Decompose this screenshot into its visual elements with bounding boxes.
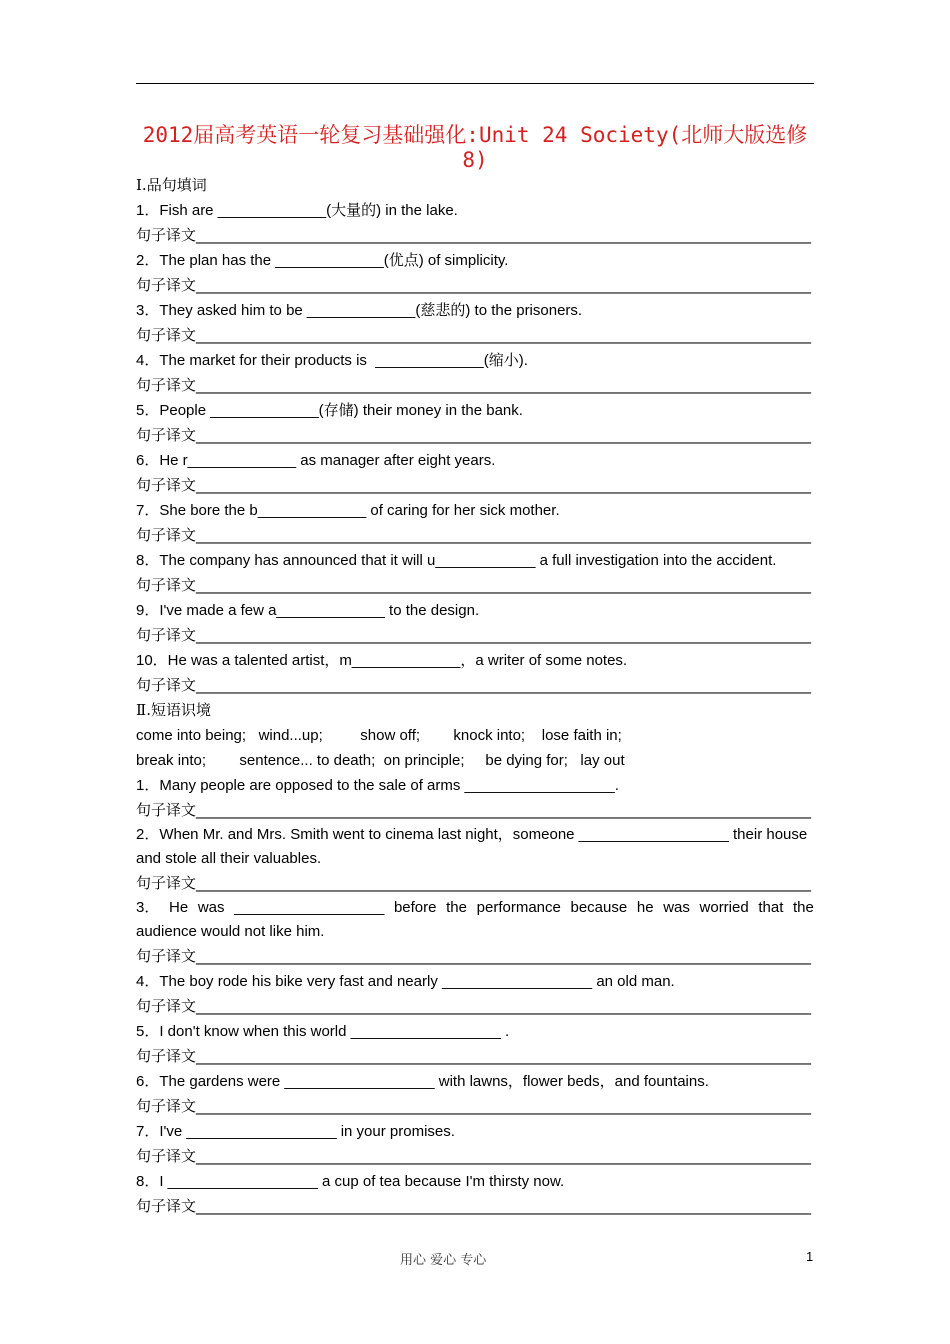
word: the [793,899,814,916]
answer-blank: __________________ [234,899,385,916]
word: performance [476,899,561,916]
translation-line: 句子译文__________________________________________________________________________________ [136,874,812,892]
exercise-item: 6．The gardens were __________________ with lawns，flower beds，and fountains. [136,1073,709,1090]
word: was [663,899,690,916]
word: that [758,899,784,916]
translation-line: 句子译文__________________________________________________________________________________ [136,326,812,344]
phrase-bank-line: come into being; wind...up; show off; knock into; lose faith in; [136,727,622,744]
exercise-item: 8．I __________________ a cup of tea because I'm thirsty now. [136,1173,565,1190]
translation-line: 句子译文__________________________________________________________________________________ [136,626,812,644]
word: 3． [136,899,160,916]
exercise-item: 2．When Mr. and Mrs. Smith went to cinema last night，someone __________________ their house [136,826,808,843]
exercise-item: 6．He r_____________ as manager after eight years. [136,452,496,469]
translation-line: 句子译文__________________________________________________________________________________ [136,226,812,244]
word: because [570,899,628,916]
exercise-item-continuation: audience would not like him. [136,923,325,940]
translation-line: 句子译文__________________________________________________________________________________ [136,997,812,1015]
exercise-item: 1．Fish are _____________(大量的) in the lake. [136,202,458,219]
translation-line: 句子译文__________________________________________________________________________________ [136,801,812,819]
header-rule [136,83,814,84]
exercise-item: 1．Many people are opposed to the sale of arms __________________. [136,777,619,794]
page-footer: 用心 爱心 专心 [400,1253,487,1268]
exercise-item: 4．The market for their products is _____________(缩小). [136,352,528,369]
word: He [168,899,189,916]
exercise-item: 4．The boy rode his bike very fast and nearly __________________ an old man. [136,973,675,990]
word: he [636,899,654,916]
translation-line: 句子译文__________________________________________________________________________________ [136,276,812,294]
exercise-item: 3．They asked him to be _____________(慈悲的) to the prisoners. [136,302,583,319]
translation-line: 句子译文__________________________________________________________________________________ [136,476,812,494]
word: was [197,899,225,916]
translation-line: 句子译文__________________________________________________________________________________ [136,526,812,544]
translation-line: 句子译文__________________________________________________________________________________ [136,1047,812,1065]
phrase-bank-line: break into; sentence... to death; on principle; be dying for; lay out [136,752,625,769]
exercise-item: 5．People _____________(存储) their money in the bank. [136,402,523,419]
exercise-item [136,896,814,920]
page-number: 1 [806,1249,814,1264]
exercise-item: 10．He was a talented artist，m_____________，a writer of some notes. [136,652,628,669]
word: the [446,899,467,916]
page-title: 2012届高考英语一轮复习基础强化:Unit 24 Society(北师大版选修8) [142,123,808,172]
word: before [393,899,437,916]
translation-line: 句子译文__________________________________________________________________________________ [136,947,812,965]
exercise-item: 7．I've __________________ in your promises. [136,1123,455,1140]
exercise-item: 5．I don't know when this world __________________ . [136,1023,510,1040]
translation-line: 句子译文__________________________________________________________________________________ [136,426,812,444]
exercise-item: 7．She bore the b_____________ of caring for her sick mother. [136,502,560,519]
translation-line: 句子译文__________________________________________________________________________________ [136,1147,812,1165]
document-body [136,173,814,1219]
translation-line: 句子译文__________________________________________________________________________________ [136,576,812,594]
word: worried [699,899,749,916]
section-heading: Ⅱ.短语识境 [136,701,211,719]
exercise-item: 8．The company has announced that it will u____________ a full investigation into the accident. [136,552,777,569]
translation-line: 句子译文__________________________________________________________________________________ [136,1097,812,1115]
section-heading: Ⅰ.品句填词 [136,176,207,194]
exercise-item-continuation: and stole all their valuables. [136,850,322,867]
exercise-item: 2．The plan has the _____________(优点) of simplicity. [136,252,509,269]
translation-line: 句子译文__________________________________________________________________________________ [136,376,812,394]
translation-line: 句子译文__________________________________________________________________________________ [136,676,812,694]
exercise-item: 9．I've made a few a_____________ to the design. [136,602,480,619]
translation-line: 句子译文__________________________________________________________________________________ [136,1197,812,1215]
